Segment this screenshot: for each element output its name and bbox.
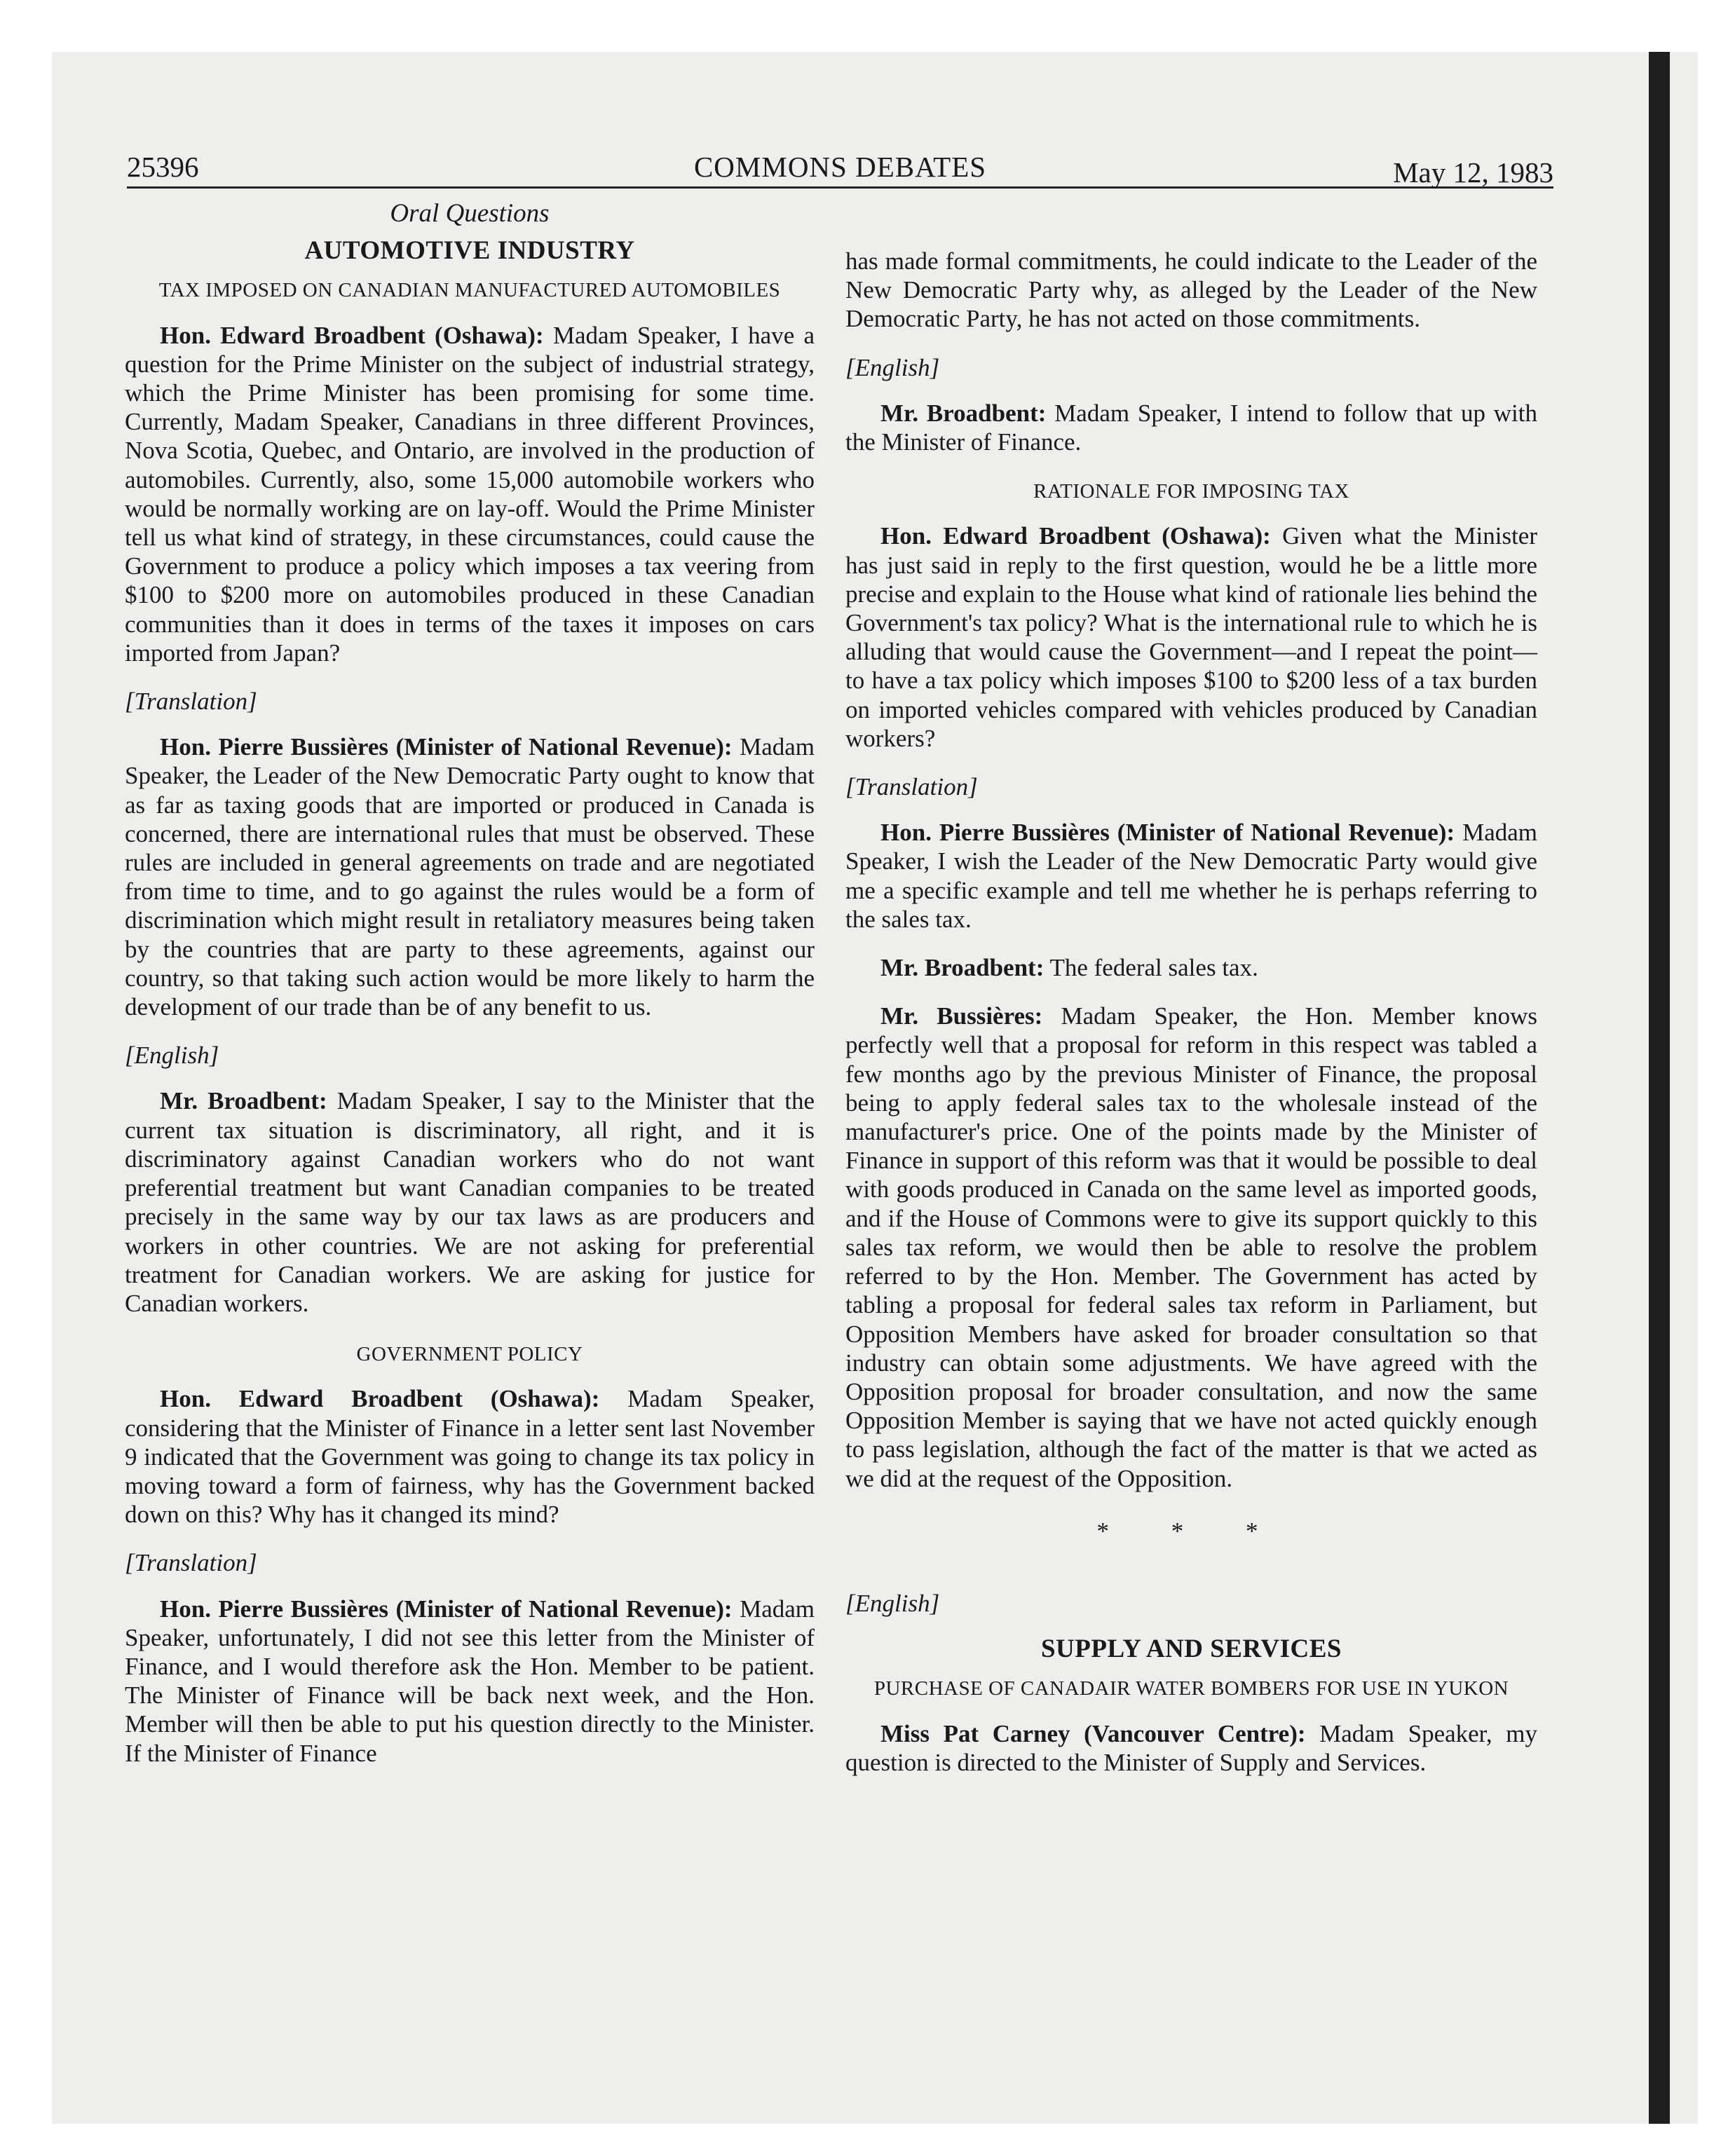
speaker-name: Mr. Broadbent: bbox=[160, 1087, 327, 1115]
speech-text: Madam Speaker, I intend to follow that up with the Minister of Finance. bbox=[845, 399, 1537, 456]
language-tag: [Translation] bbox=[845, 773, 978, 801]
speech-paragraph: has made formal commitments, he could indicate to the Leader of the New Democratic Party why, as alleged by the Leader of the New Democratic Party, he has not acted on those commitments. bbox=[845, 247, 1537, 333]
speech-text: Madam Speaker, unfortunately, I did not see this letter from the Minister of Finance, and I would therefore ask the Hon. Member to be patient. The Minister of Finance will be back next week, and the Hon. Member will then be able to put his question directly to the Minister. If the Minister of Finance bbox=[125, 1595, 815, 1767]
speech-paragraph bbox=[125, 1086, 815, 1318]
speaker-name: Mr. Broadbent: bbox=[880, 954, 1045, 982]
speech-paragraph bbox=[845, 1002, 1537, 1492]
scan-edge-bar bbox=[1649, 52, 1670, 2124]
speech-text: Madam Speaker, considering that the Minister of Finance in a letter sent last November 9 indicated that the Government was going to change its tax policy in moving toward a form of fairness, why has the Government backed down on this? Why has it changed its mind? bbox=[125, 1385, 815, 1529]
speech-text: Madam Speaker, I say to the Minister that the current tax situation is discriminatory, all right, and it is discriminatory against Canadian workers who do not want preferential treatment but want Canadian companies to be treated precisely in the same way by our tax laws as are producers and workers in other countries. We are not asking for preferential treatment for Canadian workers. We are asking for justice for Canadian workers. bbox=[125, 1087, 815, 1317]
speaker-name: Hon. Edward Broadbent (Oshawa): bbox=[160, 1385, 600, 1413]
section-tag: Oral Questions bbox=[390, 199, 550, 228]
language-tag: [English] bbox=[845, 1589, 940, 1617]
speech-text: Given what the Minister has just said in reply to the first question, would he be a little more precise and explain to the House what kind of rationale lies behind the Government's tax policy? What is the international rule to which he is alluding that would cause the Government—and I repeat the point—to have a tax policy which imposes $100 to $200 less of a tax burden on imported vehicles compared with vehicles produced by Canadian workers? bbox=[845, 522, 1537, 752]
speech-text: Madam Speaker, I have a question for the Prime Minister on the subject of industrial strategy, which the Prime Minister has been promising for some time. Currently, Madam Speaker, Canadians in three different Provinces, Nova Scotia, Quebec, and Ontario, are involved in the production of automobiles. Currently, also, some 15,000 automobile workers who would be normally working are on lay-off. Would the Prime Minister tell us what kind of strategy, in these circumstances, could cause the Government to produce a policy which imposes a tax veering from $100 to $200 more on automobiles produced in these Canadian communities than it does in terms of the taxes it imposes on cars imported from Japan? bbox=[125, 321, 815, 667]
speaker-name: Miss Pat Carney (Vancouver Centre): bbox=[880, 1719, 1306, 1747]
speaker-name: Mr. Bussières: bbox=[880, 1002, 1043, 1030]
page-header bbox=[127, 147, 1553, 189]
section-heading: SUPPLY AND SERVICES bbox=[1040, 1635, 1342, 1664]
section-separator: * * * bbox=[1096, 1517, 1286, 1545]
page-number: 25396 bbox=[127, 151, 199, 183]
right-column bbox=[845, 247, 1537, 1796]
speech-text: Madam Speaker, my question is directed to the Minister of Supply and Services. bbox=[845, 1719, 1537, 1776]
speech-paragraph bbox=[845, 399, 1537, 456]
speaker-name: Hon. Edward Broadbent (Oshawa): bbox=[160, 321, 544, 349]
speech-paragraph bbox=[125, 1595, 815, 1768]
section-heading: AUTOMOTIVE INDUSTRY bbox=[304, 236, 635, 266]
speaker-name: Hon. Pierre Bussières (Minister of National Revenue): bbox=[880, 819, 1455, 847]
publication-date: May 12, 1983 bbox=[1393, 156, 1553, 189]
speech-paragraph bbox=[845, 953, 1537, 982]
subheading: GOVERNMENT POLICY bbox=[356, 1343, 583, 1366]
subheading: PURCHASE OF CANADAIR WATER BOMBERS FOR USE IN YUKON bbox=[873, 1677, 1509, 1700]
speaker-name: Hon. Pierre Bussières (Minister of National Revenue): bbox=[160, 733, 733, 761]
speech-text: Madam Speaker, the Hon. Member knows perfectly well that a proposal for reform in this respect was tabled a few months ago by the previous Minister of Finance, the proposal being to apply federal sales tax to the wholesale instead of the manufacturer's price. One of the points made by the Minister of Finance in support of this reform was that it would be possible to deal with goods produced in Canada on the same level as imported goods, and if the House of Commons were to give its support quickly to this sales tax reform, we would then be able to resolve the problem referred to by the Hon. Member. The Government has acted by tabling a proposal for federal sales tax reform in Parliament, but Opposition Members have asked for broader consultation so that industry can obtain some adjustments. We have agreed with the Opposition proposal for broader consultation, and now the same Opposition Member is saying that we have not acted quickly enough to pass legislation, although the fact of the matter is that we acted as we did at the request of the Opposition. bbox=[845, 1002, 1537, 1492]
speech-text: Madam Speaker, I wish the Leader of the New Democratic Party would give me a specific example and tell me whether he is perhaps referring to the sales tax. bbox=[845, 819, 1537, 933]
speech-text: Madam Speaker, the Leader of the New Democratic Party ought to know that as far as taxing goods that are imported or produced in Canada is concerned, there are international rules that must be observed. These rules are included in general agreements on trade and are negotiated from time to time, and to go against the rules would be a form of discrimination which might result in retaliatory measures being taken by the countries that are party to these agreements, against our country, so that taking such action would be more likely to harm the development of our trade than be of any benefit to us. bbox=[125, 733, 815, 1021]
speaker-name: Hon. Pierre Bussières (Minister of National Revenue): bbox=[160, 1595, 733, 1623]
speech-paragraph bbox=[125, 1384, 815, 1529]
language-tag: [Translation] bbox=[125, 1549, 257, 1577]
language-tag: [English] bbox=[845, 353, 940, 381]
speech-paragraph bbox=[125, 732, 815, 1021]
subheading: RATIONALE FOR IMPOSING TAX bbox=[1033, 480, 1349, 503]
left-column bbox=[125, 199, 815, 1787]
speech-text: The federal sales tax. bbox=[1044, 954, 1258, 982]
subheading: TAX IMPOSED ON CANADIAN MANUFACTURED AUTOMOBILES bbox=[158, 279, 781, 302]
language-tag: [English] bbox=[125, 1042, 219, 1070]
speaker-name: Hon. Edward Broadbent (Oshawa): bbox=[880, 522, 1271, 550]
speech-paragraph bbox=[845, 818, 1537, 934]
speech-paragraph bbox=[125, 321, 815, 667]
speech-paragraph bbox=[845, 1719, 1537, 1777]
speaker-name: Mr. Broadbent: bbox=[880, 399, 1047, 427]
speech-paragraph bbox=[845, 521, 1537, 753]
language-tag: [Translation] bbox=[125, 688, 257, 716]
publication-title: COMMONS DEBATES bbox=[693, 151, 987, 183]
